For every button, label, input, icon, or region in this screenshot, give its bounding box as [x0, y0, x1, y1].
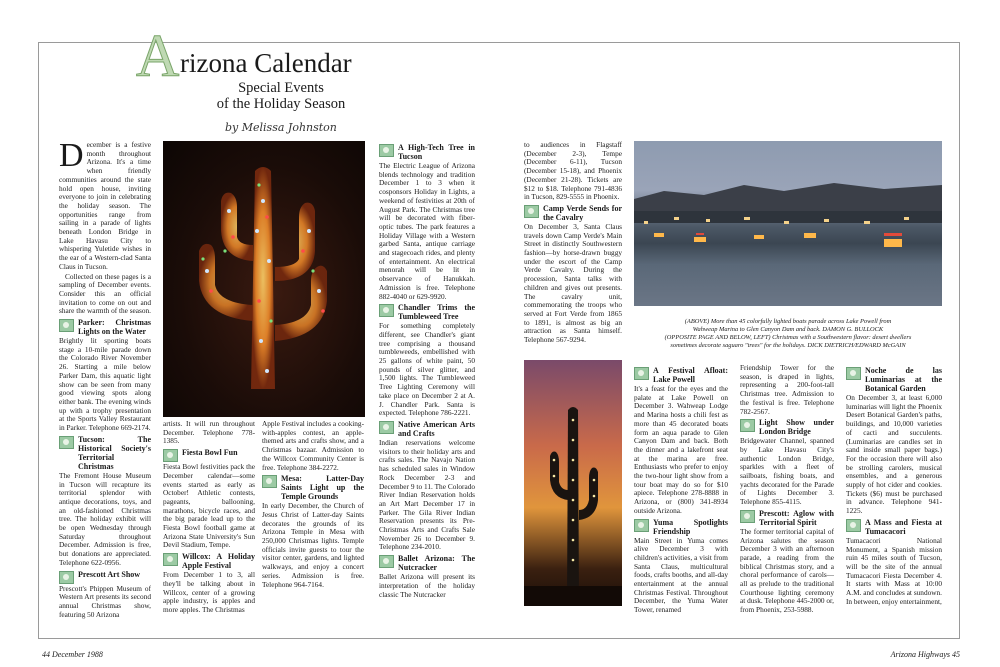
- caption-line-2: Wahweap Marina to Glen Canyon Dam and back. DAMON G. BULLOCK: [692, 326, 884, 333]
- event-heading: A Mass and Fiesta at Tumacacori: [846, 518, 942, 536]
- event-icon: [262, 475, 277, 488]
- intro-paragraph-2: Collected on these pages is a sampling of December events. Consider this an official invitation to come on out and share the warmth of the season.: [59, 271, 151, 316]
- event-heading: Camp Verde Sends for the Cavalry: [524, 204, 622, 222]
- event-text: On December 3, Santa Claus travels down Camp Verde's Main Street in distinctly Southwestern fashion—by horse-drawn buggy under the escort of the Camp Verde Cavalry. During the procession, Santa talks with children and gives out presents. The cavalry unit, commemorating the troops who served at Fort Verde from 1865 to 1891, is almost as big an attraction as Santa himself. Telephone 567-9294.: [524, 221, 622, 345]
- column-7: [740, 364, 834, 646]
- intro-paragraph: [59, 141, 151, 272]
- event-text: From December 1 to 3, all they'll be talking about in Willcox, center of a growing apple industry, is apples and more apples. The Christmas: [163, 570, 255, 614]
- event-heading: Mesa: Latter-Day Saints Light up the Temple Grounds: [262, 474, 364, 501]
- event-heading: A Festival Afloat: Lake Powell: [634, 366, 728, 384]
- event-heading: Light Show under London Bridge: [740, 418, 834, 436]
- event-text: In early December, the Church of Jesus Christ of Latter-day Saints decorates the grounds of its Arizona Temple in Mesa with 250,000 Christmas lights. Temple officials invite guests to tour the visitor center, gardens, and lighted walkways, and enjoy a concert series. Admission is free. Telephone 964-7164.: [262, 501, 364, 589]
- event-text: It's a feast for the eyes and the palate at Lake Powell on December 3. Wahweap Lodge and Marina hosts a chili fest as more than 45 decorated boats form an aqua parade to Glen Canyon Dam and back. Both the dinner and a lakefront seat at the marina are free. Enthusiasts who prefer to enjoy the two-hour light show from a tour boat may do so for $10 apiece. Telephone 278-8888 in Arizona, or (800) 341-8934 outside Arizona.: [634, 384, 728, 515]
- column-8: [846, 364, 942, 646]
- intro-text: ecember is a festive month throughout Arizona. It's a time when friendly communities around the state hold open house, inviting everyone to join in celebrating the holiday season. The opportunities range from sailing in a parade of lights beneath London Bridge in Lake Havasu City to whispering Yuletide wishes in the ear of a Western-clad Santa Claus in Tucson.: [59, 141, 151, 271]
- event-text: Fiesta Bowl festivities pack the December calendar—some events started as early as October! Athletic contests, pageants, ballooning, marathons, bicycle races, and the big parade lead up to the Fiesta Bowl football game at Arizona State University's Sun Devil Stadium, Tempe.: [163, 462, 255, 550]
- drop-cap: D: [59, 141, 84, 174]
- event-text: Bridgewater Channel, spanned by Lake Havasu City's authentic London Bridge, sparkles with a fleet of sailboats, fishing boats, and yachts decorated for the Parade of Lights December 3. Telephone 855-4115.: [740, 436, 834, 507]
- event-heading: Yuma Spotlights Friendship: [634, 518, 728, 536]
- lake-illustration: [634, 141, 942, 306]
- event-text: The Fremont House Museum in Tucson will recapture its territorial splendor with antique decorations, toys, and an old-fashioned Christmas tree. The holiday exhibit will be open Wednesday through Saturday throughout December. Admission is free, but donations are appreciated. Telephone 622-0956.: [59, 470, 151, 567]
- event-text: For something completely different, see Chandler's giant tree comprising a thousand tumbleweeds, embellished with 25 gallons of white paint, 50 pounds of silver glitter, and 1,500 lights. The Tumbleweed Tree Lighting Ceremony will take place on December 2 at A. J. Chandler Park. Santa is expected. Telephone 786-2221.: [379, 321, 475, 418]
- event-icon: [59, 571, 74, 584]
- lake-powell-boat-parade-photo: [634, 141, 942, 306]
- event-icon: [59, 436, 74, 449]
- footer-left-folio: 44 December 1988: [42, 650, 103, 659]
- event-heading: Ballet Arizona: The Nutcracker: [379, 554, 475, 572]
- event-heading: Prescott Art Show: [59, 570, 151, 584]
- saguaro-sunset-photo: [524, 360, 622, 606]
- column-4: [379, 141, 475, 646]
- event-icon: [634, 367, 649, 380]
- subtitle-line-1: Special Events: [238, 80, 324, 96]
- column-2: [163, 420, 255, 646]
- event-heading: A High-Tech Tree in Tucson: [379, 143, 475, 161]
- event-icon: [846, 519, 861, 532]
- event-text: artists. It will run throughout December. Telephone 778-1385.: [163, 420, 255, 446]
- column-3: [262, 420, 364, 646]
- event-icon: [379, 555, 394, 568]
- event-text: Brightly lit sporting boats stage a 10-mile parade down the Colorado River November 26. Starting a mile below Parker Dam, this aquatic light show can be seen from many good viewing spots along either bank. The evening winds up with a trophy presentation at the Sports Valley Restaurant in Parker. Telephone 669-2174.: [59, 336, 151, 433]
- event-text: Friendship Tower for the season, is draped in lights, representing a 200-foot-tall Christmas tree. Admission to the festival is free. Telephone 782-2567.: [740, 364, 834, 416]
- page-title: rizona Calendar: [180, 48, 352, 78]
- event-text: to audiences in Flagstaff (December 2-3), Tempe (December 6-11), Tucson (December 15-18), and Phoenix (December 21-28). Tickets are $12 to $18. Telephone 791-4836 in Tucson, 829-5555 in Phoenix.: [524, 141, 622, 202]
- event-text: On December 3, at least 6,000 luminarias will light the Phoenix Desert Botanical Garden's paths, buildings, and 10,000 varieties of cacti and succulents. (Luminarias are candles set in sand inside small paper bags.) For the occasion there will also be strolling carolers, musical ensembles, and a generous supply of hot cider and cookies. Tickets ($6) must be purchased in advance. Telephone 941-1225.: [846, 393, 942, 516]
- event-heading: Native American Arts and Crafts: [379, 420, 475, 438]
- event-icon: [524, 205, 539, 218]
- event-icon: [740, 510, 755, 523]
- event-icon: [163, 553, 178, 566]
- event-heading: Chandler Trims the Tumbleweed Tree: [379, 303, 475, 321]
- event-text: Main Street in Yuma comes alive December 3 with children's activities, a visit from Santa Claus, multicultural foods, crafts booths, and all-day entertainment at the annual Christmas Festival. Throughout December, the Yuma Water Tower, renamed: [634, 535, 728, 615]
- event-text: The former territorial capital of Arizona salutes the season December 3 with an afternoon parade, a reading from the biblical Christmas story, and a choral performance of carols—all as prelude to the traditional Courthouse lighting ceremony at dusk. Telephone 445-2000 or, from Phoenix, 253-5988.: [740, 526, 834, 615]
- event-icon: [379, 421, 394, 434]
- event-icon: [379, 144, 394, 157]
- event-text: Ballet Arizona will present its interpretation of the holiday classic The Nutcracker: [379, 572, 475, 599]
- column-5: [524, 141, 622, 351]
- event-icon: [163, 449, 178, 462]
- caption-line-4: sometimes decorate saguaro "trees" for the holidays. DICK DIETRICH/EDWARD McGAIN: [670, 342, 906, 349]
- column-6: [634, 364, 728, 646]
- event-heading: Noche de las Luminarias at the Botanical Garden: [846, 366, 942, 393]
- footer-right-folio: Arizona Highways 45: [890, 650, 960, 659]
- saguaro-illustration: [163, 141, 365, 417]
- event-text: The Electric League of Arizona blends technology and tradition December 1 to 3 when it cosponsors Holiday in Lights, a weekend of festivities at 20th of August Park. The Christmas tree will be decorated with fiber-optic tubes. The park features a Holiday Village with a Western garbed Santa, antique carriage and stagecoach rides, and plenty of entertainment. An electrical menorah will be lit in observance of Hanukkah. Admission is free. Telephone 882-4040 or 629-9920.: [379, 161, 475, 301]
- event-text: Prescott's Phippen Museum of Western Art presents its second annual Christmas show, featuring 50 Arizona: [59, 583, 151, 619]
- lighted-saguaro-photo: [163, 141, 365, 417]
- event-icon: [379, 304, 394, 317]
- event-icon: [846, 367, 861, 380]
- title-initial: A: [136, 23, 180, 89]
- event-text: Tumacacori National Monument, a Spanish mission ruin 45 miles south of Tucson, will be the site of the annual Tumacacori Fiesta December 4. It starts with Mass at 10:00 A.M. and concludes at sundown. In between, enjoy entertainment,: [846, 535, 942, 606]
- caption-line-3: (OPPOSITE PAGE AND BELOW, LEFT) Christmas with a Southwestern flavor: desert dwellers: [664, 334, 912, 341]
- event-heading: Fiesta Bowl Fun: [163, 448, 255, 462]
- photo-caption: [634, 318, 942, 350]
- byline: by Melissa Johnston: [225, 121, 337, 134]
- event-icon: [59, 319, 74, 332]
- column-1: [59, 141, 151, 646]
- event-icon: [634, 519, 649, 532]
- event-heading: Parker: Christmas Lights on the Water: [59, 318, 151, 336]
- caption-line-1: (ABOVE) More than 45 colorfully lighted boats parade across Lake Powell from: [684, 318, 892, 325]
- event-text: Indian reservations welcome visitors to their holiday arts and crafts sales. The Navajo Nation has scheduled sales in Window Rock December 2-3 and December 9 to 11. The Colorado River Indian Reservation holds an Art Mart December 17 in Parker. The Gila River Indian Reservation presents its Pre-Christmas Arts and Crafts Sale November 26 to December 9. Telephone 234-2010.: [379, 437, 475, 552]
- sunset-saguaro-illustration: [524, 360, 622, 606]
- event-heading: Prescott: Aglow with Territorial Spirit: [740, 509, 834, 527]
- event-heading: Willcox: A Holiday Apple Festival: [163, 552, 255, 570]
- subtitle-line-2: of the Holiday Season: [216, 96, 346, 112]
- event-heading: Tucson: The Historical Society's Territorial Christmas: [59, 435, 151, 471]
- event-text: Apple Festival includes a cooking-with-apples contest, an apple-themed arts and crafts show, and a Christmas bazaar. Admission to the Willcox Community Center is free. Telephone 384-2272.: [262, 420, 364, 472]
- page-subtitle: [196, 80, 366, 112]
- event-icon: [740, 419, 755, 432]
